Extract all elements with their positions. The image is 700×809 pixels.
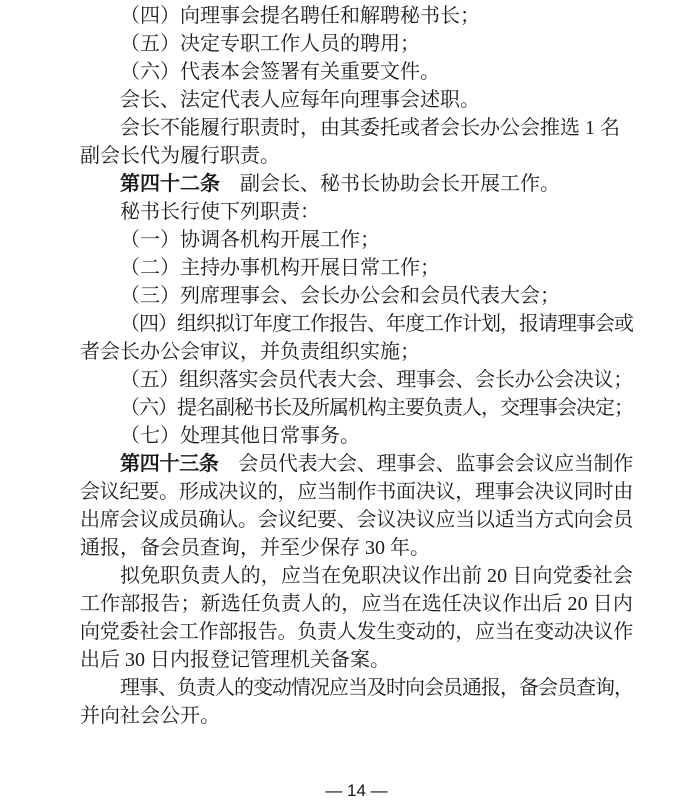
document-line <box>80 58 633 86</box>
document-line <box>80 590 633 618</box>
article-number: 第四十三条 <box>120 453 219 475</box>
document-line <box>80 646 633 674</box>
line-text: 出后 30 日内报登记管理机关备案。 <box>80 649 390 671</box>
line-text: 通报，备会员查询，并至少保存 30 年。 <box>80 537 430 559</box>
line-text: （五）决定专职工作人员的聘用； <box>120 33 420 55</box>
document-line <box>80 114 633 142</box>
line-text: 出席会议成员确认。会议纪要、会议决议应当以适当方式向会员 <box>80 509 633 531</box>
document-line <box>80 674 633 702</box>
document-line <box>80 310 633 338</box>
document-line <box>80 562 633 590</box>
line-text: （七）处理其他日常事务。 <box>120 425 360 447</box>
line-text: （三）列席理事会、会长办公会和会员代表大会； <box>120 285 560 307</box>
document-line <box>80 702 633 730</box>
document-line <box>80 338 633 366</box>
document-line <box>80 506 633 534</box>
article-text: 会员代表大会、理事会、监事会会议应当制作 <box>218 453 634 475</box>
line-text: （四）组织拟订年度工作报告、年度工作计划，报请理事会或 <box>120 313 633 335</box>
line-text: （二）主持办事机构开展日常工作； <box>120 257 440 279</box>
line-text: （六）提名副秘书长及所属机构主要负责人，交理事会决定； <box>120 397 633 419</box>
document-line <box>80 198 633 226</box>
line-text: 会长、法定代表人应每年向理事会述职。 <box>120 89 480 111</box>
line-text: （四）向理事会提名聘任和解聘秘书长； <box>120 5 480 27</box>
document-line <box>80 478 633 506</box>
document-line <box>80 226 633 254</box>
document-line <box>80 254 633 282</box>
document-line <box>80 170 633 198</box>
document-line <box>80 142 633 170</box>
line-text: 会长不能履行职责时，由其委托或者会长办公会推选 1 名 <box>120 117 620 139</box>
document-line <box>80 30 633 58</box>
line-text <box>120 170 560 198</box>
document-line <box>80 618 633 646</box>
document-line <box>80 282 633 310</box>
page-number: — 14 — <box>325 781 388 800</box>
line-text: 理事、负责人的变动情况应当及时向会员通报，备会员查询， <box>120 677 633 699</box>
document-line <box>80 450 633 478</box>
line-text: 向党委社会工作部报告。负责人发生变动的，应当在变动决议作 <box>80 621 633 643</box>
line-text: 者会长办公会审议，并负责组织实施； <box>80 341 420 363</box>
line-text: 秘书长行使下列职责： <box>120 201 320 223</box>
article-text: 副会长、秘书长协助会长开展工作。 <box>220 173 560 195</box>
document-line <box>80 394 633 422</box>
document-line <box>80 366 633 394</box>
line-text: （五）组织落实会员代表大会、理事会、会长办公会决议； <box>120 369 634 391</box>
document-line <box>80 86 633 114</box>
line-text: （一）协调各机构开展工作； <box>120 229 380 251</box>
document-body <box>80 2 633 730</box>
document-line <box>80 422 633 450</box>
document-line <box>80 2 633 30</box>
page-footer <box>80 781 633 801</box>
line-text: 工作部报告；新选任负责人的，应当在选任决议作出后 20 日内 <box>80 593 633 615</box>
line-text: 副会长代为履行职责。 <box>80 145 280 167</box>
line-text <box>120 450 633 478</box>
article-number: 第四十二条 <box>120 173 220 195</box>
line-text: 并向社会公开。 <box>80 705 220 727</box>
line-text: 拟免职负责人的，应当在免职决议作出前 20 日向党委社会 <box>120 565 633 587</box>
line-text: （六）代表本会签署有关重要文件。 <box>120 61 440 83</box>
document-line <box>80 534 633 562</box>
line-text: 会议纪要。形成决议的，应当制作书面决议，理事会决议同时由 <box>80 481 633 503</box>
